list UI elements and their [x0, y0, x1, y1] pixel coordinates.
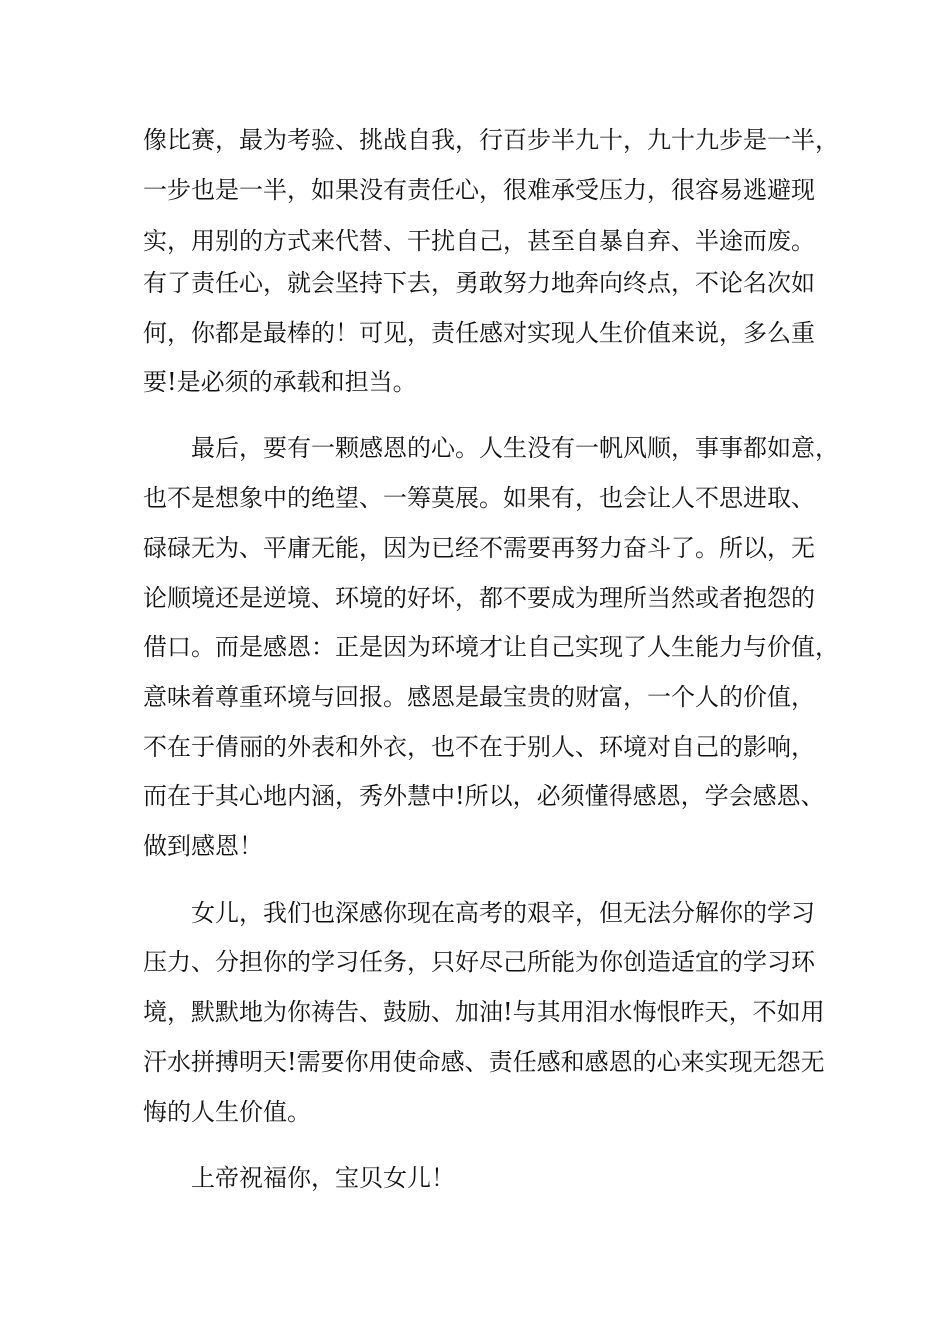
paragraph-2-line-7: 不在于倩丽的外表和外衣，也不在于别人、环境对自己的影响，: [143, 733, 815, 761]
paragraph-4-line-1: 上帝祝福你，宝贝女儿！: [191, 1164, 455, 1192]
paragraph-2-line-9: 做到感恩！: [143, 832, 263, 860]
paragraph-2-line-1: 最后，要有一颗感恩的心。人生没有一帆风顺，事事都如意，: [191, 434, 839, 462]
paragraph-1-line-4: 有了责任心，就会坚持下去，勇敢努力地奔向终点，不论名次如: [143, 269, 815, 297]
paragraph-3-line-5: 悔的人生价值。: [143, 1098, 311, 1126]
paragraph-1-line-5: 何，你都是最棒的！可见，责任感对实现人生价值来说，多么重: [143, 319, 815, 347]
paragraph-3-line-4: 汗水拼搏明天!需要你用使命感、责任感和感恩的心来实现无怨无: [143, 1048, 825, 1076]
paragraph-1-line-3: 实，用别的方式来代替、干扰自己，甚至自暴自弃、半途而废。: [143, 227, 815, 255]
paragraph-2-line-3: 碌碌无为、平庸无能，因为已经不需要再努力奋斗了。所以，无: [143, 534, 815, 562]
paragraph-2-line-8: 而在于其心地内涵，秀外慧中!所以，必须懂得感恩，学会感恩、: [143, 782, 825, 810]
paragraph-1-line-2: 一步也是一半，如果没有责任心，很难承受压力，很容易逃避现: [143, 176, 815, 204]
paragraph-2-line-4: 论顺境还是逆境、环境的好坏，都不要成为理所当然或者抱怨的: [143, 584, 815, 612]
paragraph-3-line-3: 境，默默地为你祷告、鼓励、加油!与其用泪水悔恨昨天，不如用: [143, 998, 825, 1026]
paragraph-2-line-2: 也不是想象中的绝望、一筹莫展。如果有，也会让人不思进取、: [143, 484, 815, 512]
paragraph-3-line-2: 压力、分担你的学习任务，只好尽己所能为你创造适宜的学习环: [143, 948, 815, 976]
paragraph-1-line-1: 像比赛，最为考验、挑战自我，行百步半九十，九十九步是一半，: [143, 126, 839, 154]
paragraph-2-line-6: 意味着尊重环境与回报。感恩是最宝贵的财富，一个人的价值，: [143, 683, 815, 711]
paragraph-1-line-6: 要!是必须的承载和担当。: [143, 368, 417, 396]
paragraph-3-line-1: 女儿，我们也深感你现在高考的艰辛，但无法分解你的学习: [191, 899, 815, 927]
paragraph-2-line-5: 借口。而是感恩：正是因为环境才让自己实现了人生能力与价值，: [143, 633, 839, 661]
